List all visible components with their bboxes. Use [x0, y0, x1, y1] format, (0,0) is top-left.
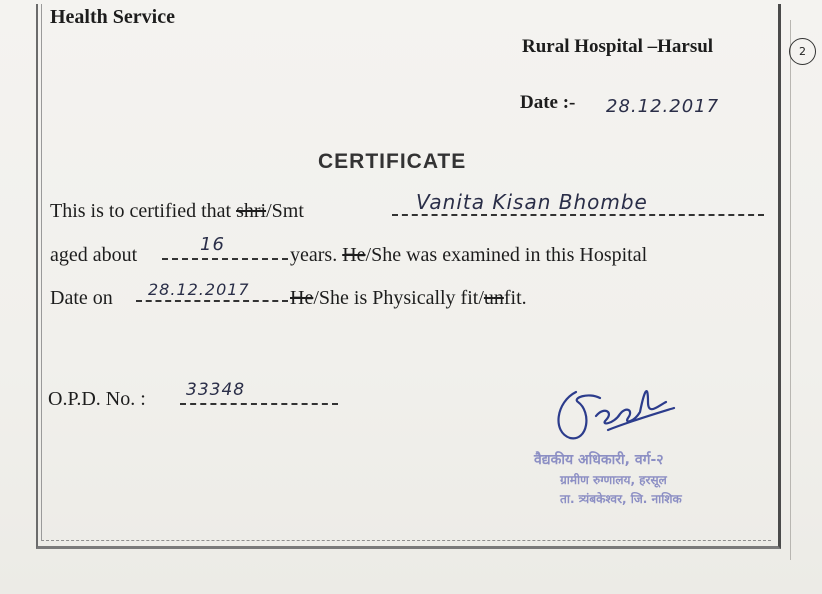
years-label: years. — [290, 244, 338, 266]
opd-number: 33348 — [186, 380, 246, 400]
unfit-suffix: fit. — [503, 287, 527, 309]
exam-date: 28.12.2017 — [148, 280, 250, 299]
examined-line — [290, 244, 647, 267]
shri-struck: shri — [236, 200, 267, 222]
certificate-title: CERTIFICATE — [318, 150, 467, 173]
he2-struck: He — [290, 287, 314, 309]
patient-age: 16 — [200, 234, 225, 255]
date-on-label: Date on — [50, 287, 113, 309]
smt-label: /Smt — [266, 200, 304, 222]
stamp-line-1: वैद्यकीय अधिकारी, वर्ग-२ — [534, 452, 664, 468]
she-examined-text: /She was examined in this Hospital — [365, 244, 648, 266]
he-struck: He — [342, 244, 366, 266]
stamp-line-2: ग्रामीण रुग्णालय, हरसूल — [560, 473, 667, 487]
age-blank — [162, 258, 288, 260]
name-blank — [392, 214, 764, 216]
opd-label: O.P.D. No. : — [48, 388, 146, 410]
unfit-u-struck: u — [483, 287, 494, 309]
department-label: Health Service — [50, 6, 175, 28]
stamp-line-3: ता. त्र्यंबकेश्वर, जि. नाशिक — [560, 492, 682, 506]
certify-line — [50, 200, 304, 223]
exam-date-blank — [136, 300, 288, 302]
unfit-n-struck: n — [493, 287, 504, 309]
date-label: Date :- — [520, 92, 576, 113]
hospital-name: Rural Hospital –Harsul — [522, 36, 714, 57]
opd-blank — [180, 403, 338, 405]
aged-label: aged about — [50, 244, 138, 266]
patient-name: Vanita Kisan Bhombe — [416, 190, 648, 214]
certify-prefix: This is to certified that — [50, 200, 237, 222]
certificate-date: 28.12.2017 — [606, 96, 720, 117]
she-fit-text: /She is Physically fit/ — [313, 287, 484, 309]
fitness-line — [290, 287, 527, 310]
page-edge — [790, 20, 791, 560]
page-number-marker: 2 — [789, 38, 816, 65]
doctor-signature — [548, 372, 678, 452]
